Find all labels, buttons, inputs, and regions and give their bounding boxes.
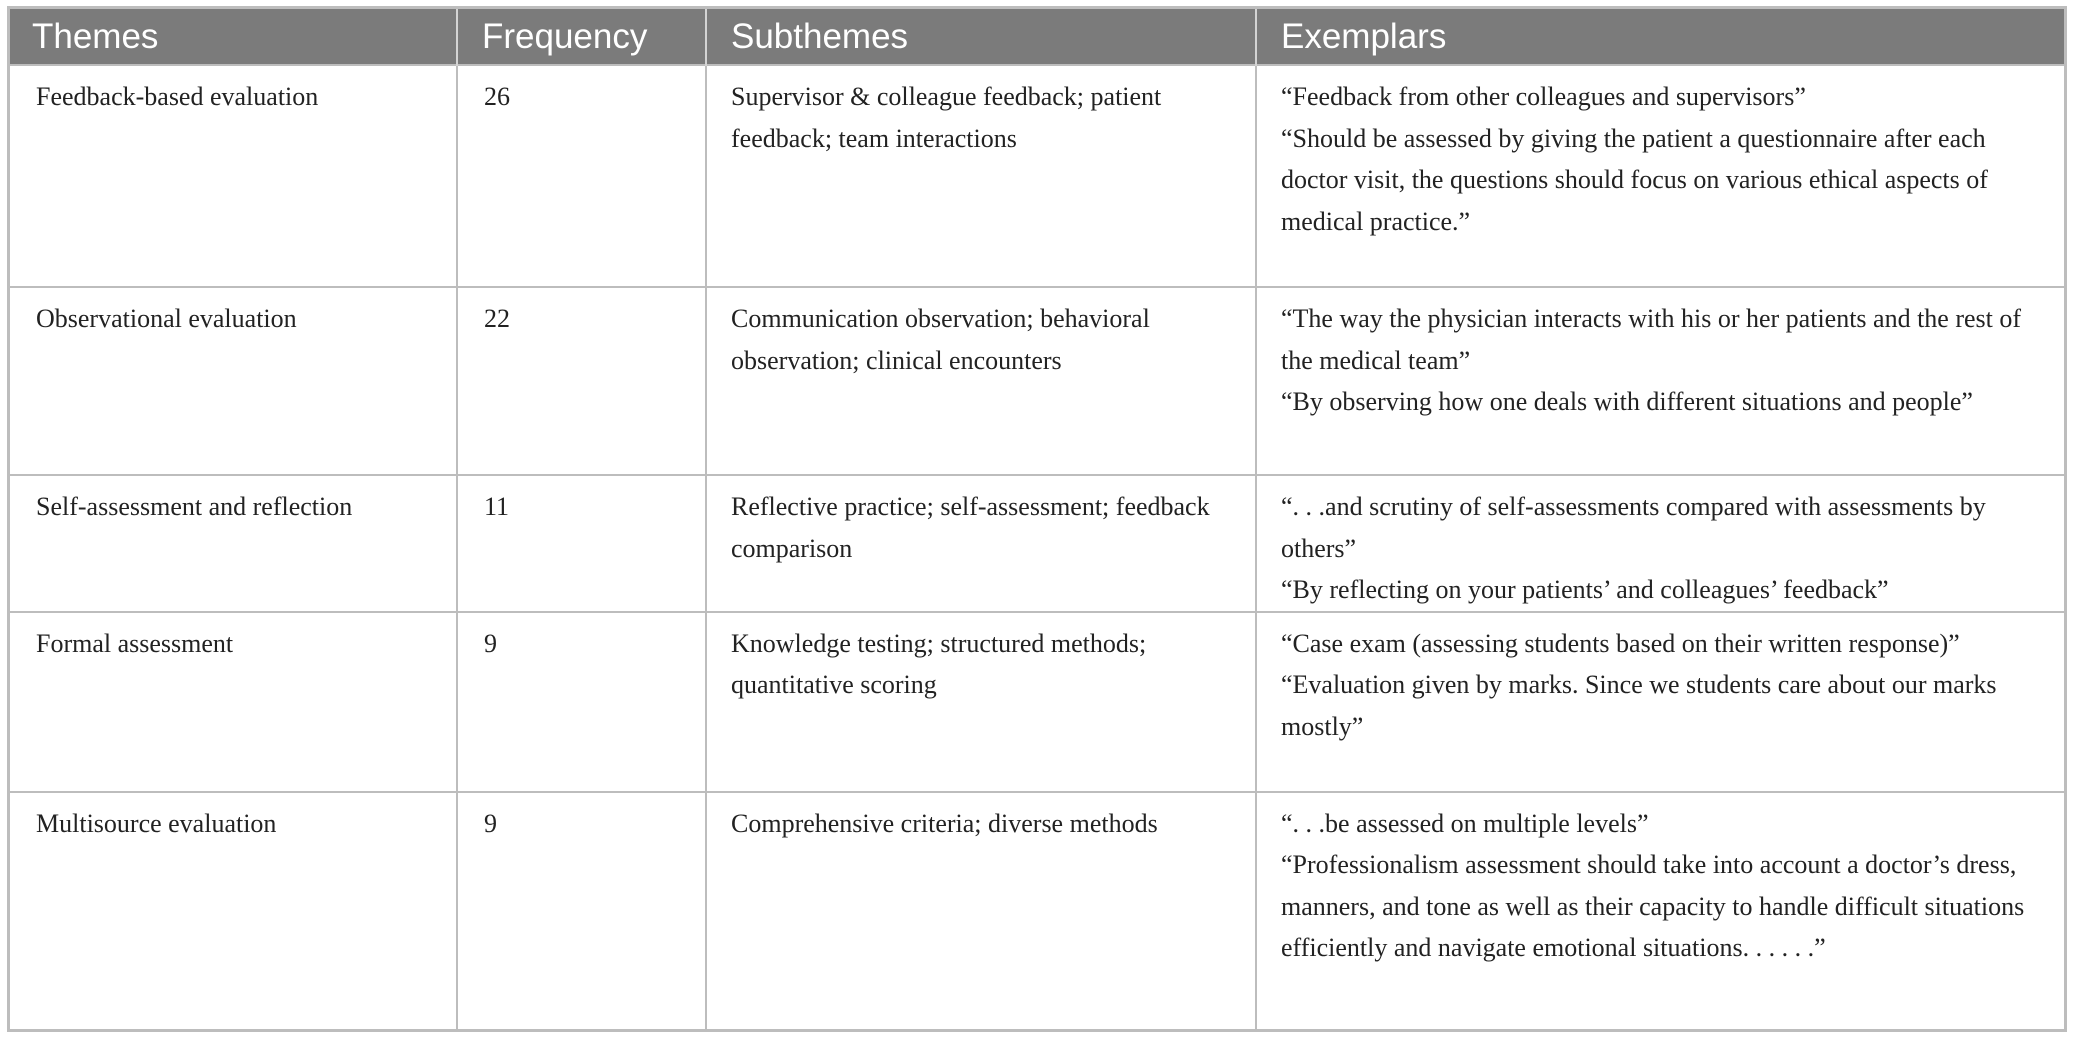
exemplar-quote: “. . .and scrutiny of self-assessments compared with assessments by others” (1281, 492, 1986, 563)
exemplar-quote: “Professionalism assessment should take into account a doctor’s dress, manners, and tone as well as their capacity to handle difficult situations efficiently and navigate emotional situations. . . . . .” (1281, 850, 2025, 962)
table-row (10, 612, 2064, 792)
exemplars-cell (1256, 792, 2064, 1030)
themes-table (10, 9, 2064, 1029)
table-row (10, 475, 2064, 612)
subthemes-cell: Reflective practice; self-assessment; feedback comparison (706, 475, 1256, 612)
exemplars-cell (1256, 612, 2064, 792)
themes-table-frame (7, 6, 2067, 1032)
subthemes-cell: Communication observation; behavioral observation; clinical encounters (706, 287, 1256, 475)
exemplar-quote: “. . .be assessed on multiple levels” (1281, 808, 1649, 838)
exemplar-quote: “Should be assessed by giving the patient a questionnaire after each doctor visit, the questions should focus on various ethical aspects of medical practice.” (1281, 123, 1988, 236)
theme-cell: Observational evaluation (10, 287, 457, 475)
frequency-cell: 22 (457, 287, 706, 475)
theme-cell: Feedback-based evaluation (10, 65, 457, 287)
header-frequency: Frequency (457, 9, 706, 65)
header-subthemes: Subthemes (706, 9, 1256, 65)
exemplars-cell (1256, 65, 2064, 287)
table-row (10, 792, 2064, 1030)
frequency-cell: 11 (457, 475, 706, 612)
frequency-cell: 9 (457, 612, 706, 792)
theme-cell: Self-assessment and reflection (10, 475, 457, 612)
exemplar-quote: “By reflecting on your patients’ and colleagues’ feedback” (1281, 575, 1889, 604)
header-exemplars: Exemplars (1256, 9, 2064, 65)
exemplar-quote: “Evaluation given by marks. Since we students care about our marks mostly” (1281, 670, 1997, 741)
table-row (10, 65, 2064, 287)
header-themes: Themes (10, 9, 457, 65)
table-row (10, 287, 2064, 475)
theme-cell: Formal assessment (10, 612, 457, 792)
subthemes-cell: Supervisor & colleague feedback; patient feedback; team interactions (706, 65, 1256, 287)
subthemes-cell: Comprehensive criteria; diverse methods (706, 792, 1256, 1030)
frequency-cell: 26 (457, 65, 706, 287)
subthemes-cell: Knowledge testing; structured methods; quantitative scoring (706, 612, 1256, 792)
exemplar-quote: “Feedback from other colleagues and supervisors” (1281, 82, 1806, 111)
exemplar-quote: “By observing how one deals with different situations and people” (1281, 387, 1973, 416)
exemplar-quote: “Case exam (assessing students based on their written response)” (1281, 628, 1960, 658)
theme-cell: Multisource evaluation (10, 792, 457, 1030)
exemplar-quote: “The way the physician interacts with his or her patients and the rest of the medical team” (1281, 304, 2022, 375)
exemplars-cell (1256, 287, 2064, 475)
exemplars-cell (1256, 475, 2064, 612)
frequency-cell: 9 (457, 792, 706, 1030)
table-header-row (10, 9, 2064, 65)
